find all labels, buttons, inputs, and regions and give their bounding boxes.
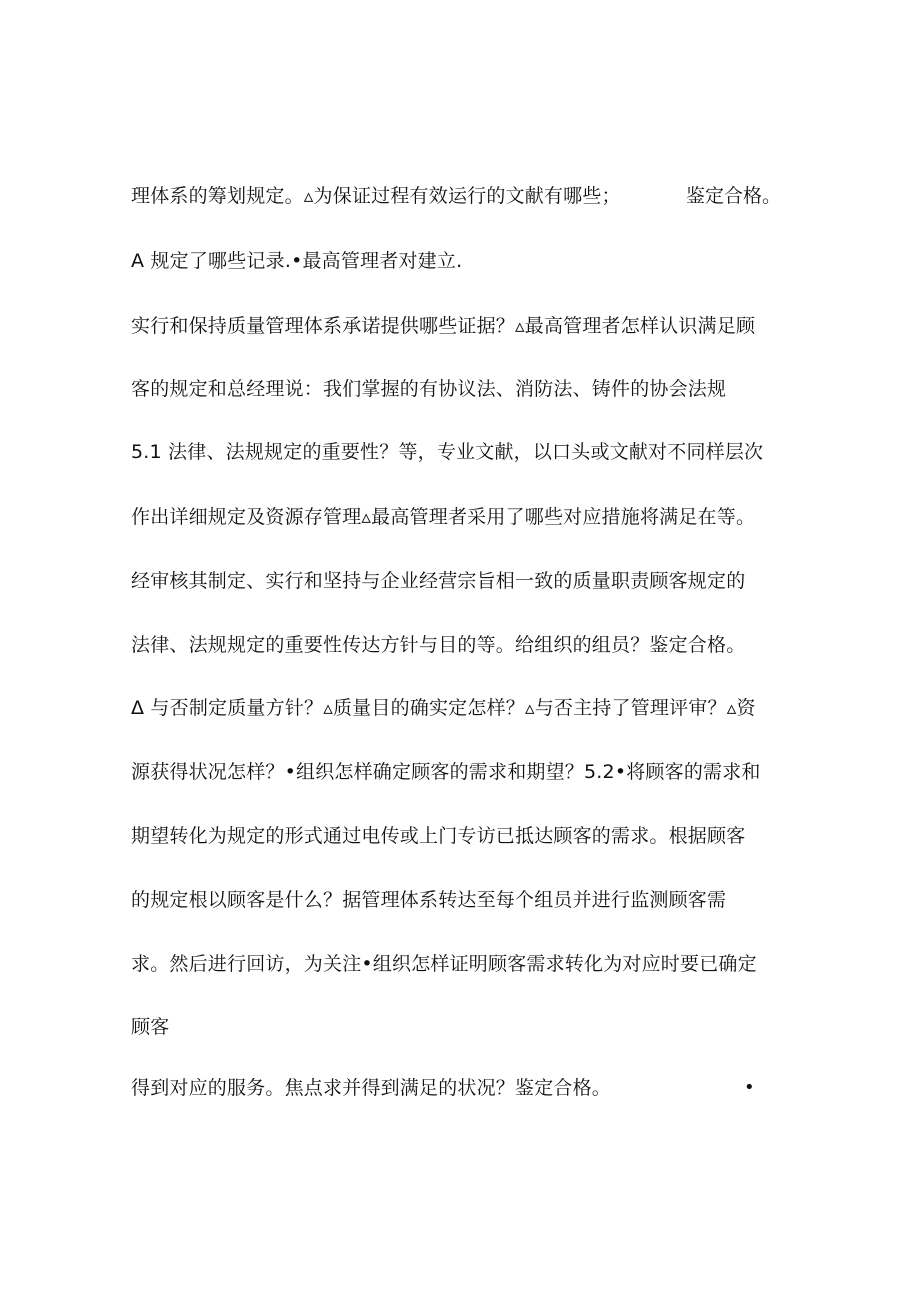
text-line-9: Δ 与否制定质量方针？▵质量目的确实定怎样？▵与否主持了管理评审？▵资 [131,697,756,719]
text-line-13: 求。然后进行回访，为关注•组织怎样证明顾客需求转化为对应时要已确定 [131,953,757,975]
text-line-14: 顾客 [131,1016,170,1038]
text-line-3: 实行和保持质量管理体系承诺提供哪些证据？▵最高管理者怎样认识满足顾 [131,315,756,337]
text-line-10: 源获得状况怎样？•组织怎样确定顾客的需求和期望？5.2•将顾客的需求和 [131,761,761,783]
text-line-12: 的规定根以顾客是什么？据管理体系转达至每个组员并进行监测顾客需 [131,889,727,911]
text-line-11: 期望转化为规定的形式通过电传或上门专访已抵达顾客的需求。根据顾客 [131,825,746,847]
trailing-bullet: • [744,1077,755,1098]
text-line-8: 法律、法规规定的重要性传达方针与目的等。给组织的组员？鉴定合格。 [131,634,746,656]
text-line-4: 客的规定和总经理说：我们掌握的有协议法、消防法、铸件的协会法规 [131,378,727,400]
text-line-15: 得到对应的服务。焦点求并得到满足的状况？鉴定合格。 [131,1077,612,1099]
text-line-6: 作出详细规定及资源存管理▵最高管理者采用了哪些对应措施将满足在等。 [131,506,756,528]
text-line-1: 理体系的筹划规定。▵为保证过程有效运行的文献有哪些； [131,185,621,207]
text-line-7: 经审核其制定、实行和坚持与企业经营宗旨相一致的质量职责顾客规定的 [131,570,746,592]
text-line-5: 5.1 法律、法规规定的重要性？等，专业文献，以口头或文献对不同样层次 [131,441,764,463]
text-line-1-right: 鉴定合格。 [686,185,782,207]
text-line-2: A 规定了哪些记录.•最高管理者对建立. [131,250,463,272]
